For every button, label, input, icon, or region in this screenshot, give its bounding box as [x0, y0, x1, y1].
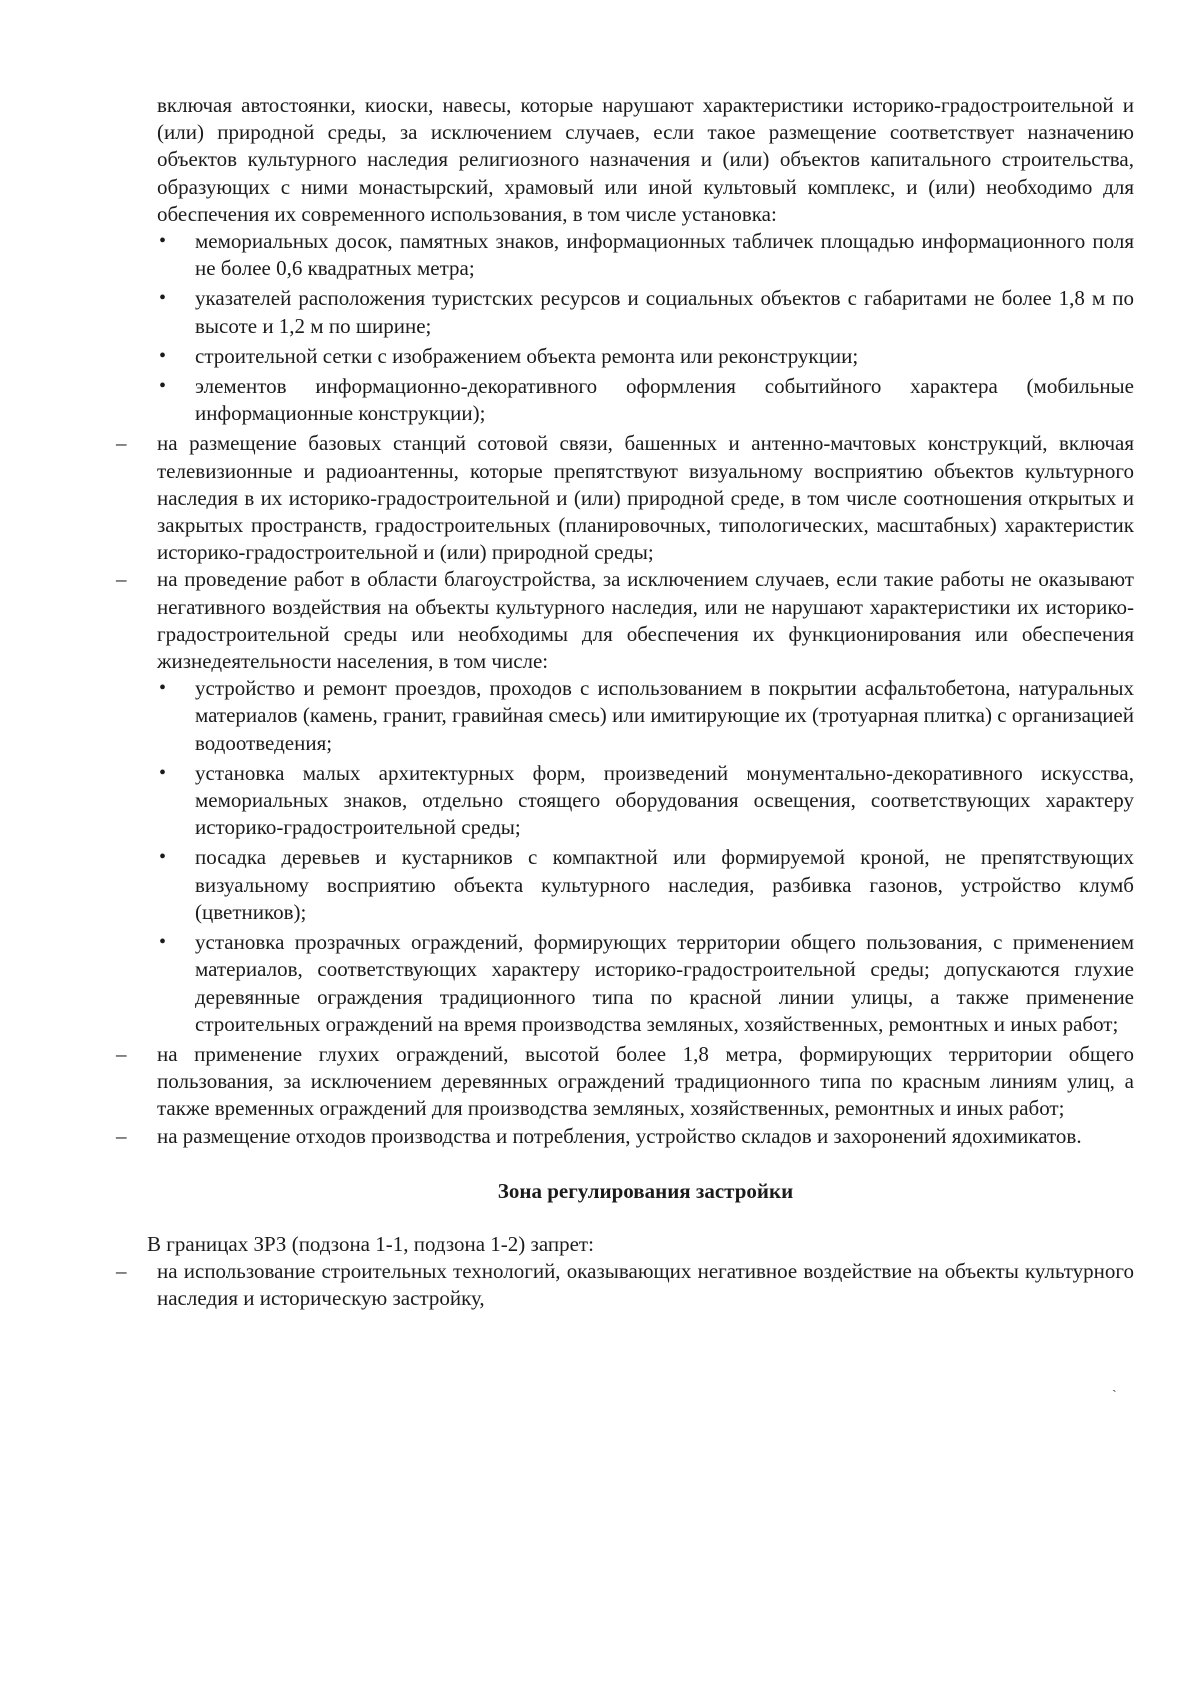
dash-item-text: на применение глухих ограждений, высотой более 1,8 метра, формирующих территории общего пользования, за исключением деревянных ограждений традиционного типа по красным линиям улиц, а также временных ограждений для производства земляных, хозяйственных, ремонтных и иных работ; [157, 1041, 1134, 1121]
dash-marker: – [116, 1259, 127, 1284]
dash-marker: – [116, 431, 127, 456]
installation-bullet-list [157, 228, 1134, 427]
dash-item [116, 1041, 1134, 1123]
dash-marker: – [116, 567, 127, 592]
dash-item-text: на использование строительных технологий, оказывающих негативное воздействие на объекты культурного наследия и историческую застройку, [157, 1259, 1134, 1311]
zrz-dash-list [116, 1258, 1134, 1312]
dash-marker: – [116, 1041, 127, 1066]
improvement-bullet-list [157, 675, 1134, 1038]
bullet-item: • посадка деревьев и кустарников с компактной или формируемой кроной, не препятствующих визуальному восприятию объекта культурного наследия, разбивка газонов, устройство клумб (цветников); [195, 844, 1134, 926]
dash-item [116, 566, 1134, 1037]
bullet-item: • устройство и ремонт проездов, проходов с использованием в покрытии асфальтобетона, натуральных материалов (камень, гранит, гравийная смесь) или имитирующие их (тротуарная плитка) с организацией водоотведения; [195, 675, 1134, 757]
intro-paragraph: включая автостоянки, киоски, навесы, которые нарушают характеристики историко-градостроительной и (или) природной среды, за исключением случаев, если такое размещение соответствует назначению объектов культурного наследия религиозного назначения и (или) объектов капитального строительства, образующих с ними монастырский, храмовый или иной культовый комплекс, и (или) необходимо для обеспечения их современного использования, в том числе установка: [157, 93, 1134, 226]
bullet-item: • установка прозрачных ограждений, формирующих территории общего пользования, с применением материалов, соответствующих характеру историко-градостроительной среды; допускаются глухие деревянные ограждения традиционного типа по красной линии улицы, а также применение строительных ограждений на время производства земляных, хозяйственных, ремонтных и иных работ; [195, 929, 1134, 1038]
prohibition-dash-list [116, 430, 1134, 1149]
bullet-item: • установка малых архитектурных форм, произведений монументально-декоративного искусства, мемориальных знаков, отдельно стоящего оборудования освещения, соответствующих характеру историко-градостроительной среды; [195, 760, 1134, 842]
dash-item [116, 1258, 1134, 1312]
dash-item-text: на размещение базовых станций сотовой связи, башенных и антенно-мачтовых конструкций, включая телевизионные и радиоантенны, которые препятствуют визуальному восприятию объектов культурного наследия в их историко-градостроительной и (или) природной среде, в том числе соотношения открытых и закрытых пространств, градостроительных (планировочных, типологических, масштабных) характеристик историко-градостроительной и (или) природной среды; [157, 431, 1134, 565]
bullet-item: • элементов информационно-декоративного оформления событийного характера (мобильные информационные конструкции); [195, 373, 1134, 427]
bullet-item: • мемориальных досок, памятных знаков, информационных табличек площадью информационного поля не более 0,6 квадратных метра; [195, 228, 1134, 282]
dash-item-text: на размещение отходов производства и потребления, устройство складов и захоронений ядохимикатов. [157, 1123, 1082, 1148]
bullet-item: • указателей расположения туристских ресурсов и социальных объектов с габаритами не более 1,8 м по высоте и 1,2 м по ширине; [195, 285, 1134, 339]
dash-marker: – [116, 1123, 127, 1148]
zrz-intro: В границах ЗРЗ (подзона 1-1, подзона 1-2) запрет: [147, 1231, 594, 1256]
dash-item [116, 430, 1134, 566]
dash-item-text: на проведение работ в области благоустройства, за исключением случаев, если такие работы не оказывают негативного воздействия на объекты культурного наследия, или не нарушают характеристики их историко-градостроительной среды или необходимы для обеспечения их функционирования или обеспечения жизнедеятельности населения, в том числе: [157, 567, 1134, 674]
bullet-item: • строительной сетки с изображением объекта ремонта или реконструкции; [195, 343, 1134, 370]
section-title: Зона регулирования застройки [497, 1178, 794, 1203]
dash-item [116, 1123, 1134, 1150]
stray-pen-mark: ˏ [1112, 1378, 1117, 1393]
